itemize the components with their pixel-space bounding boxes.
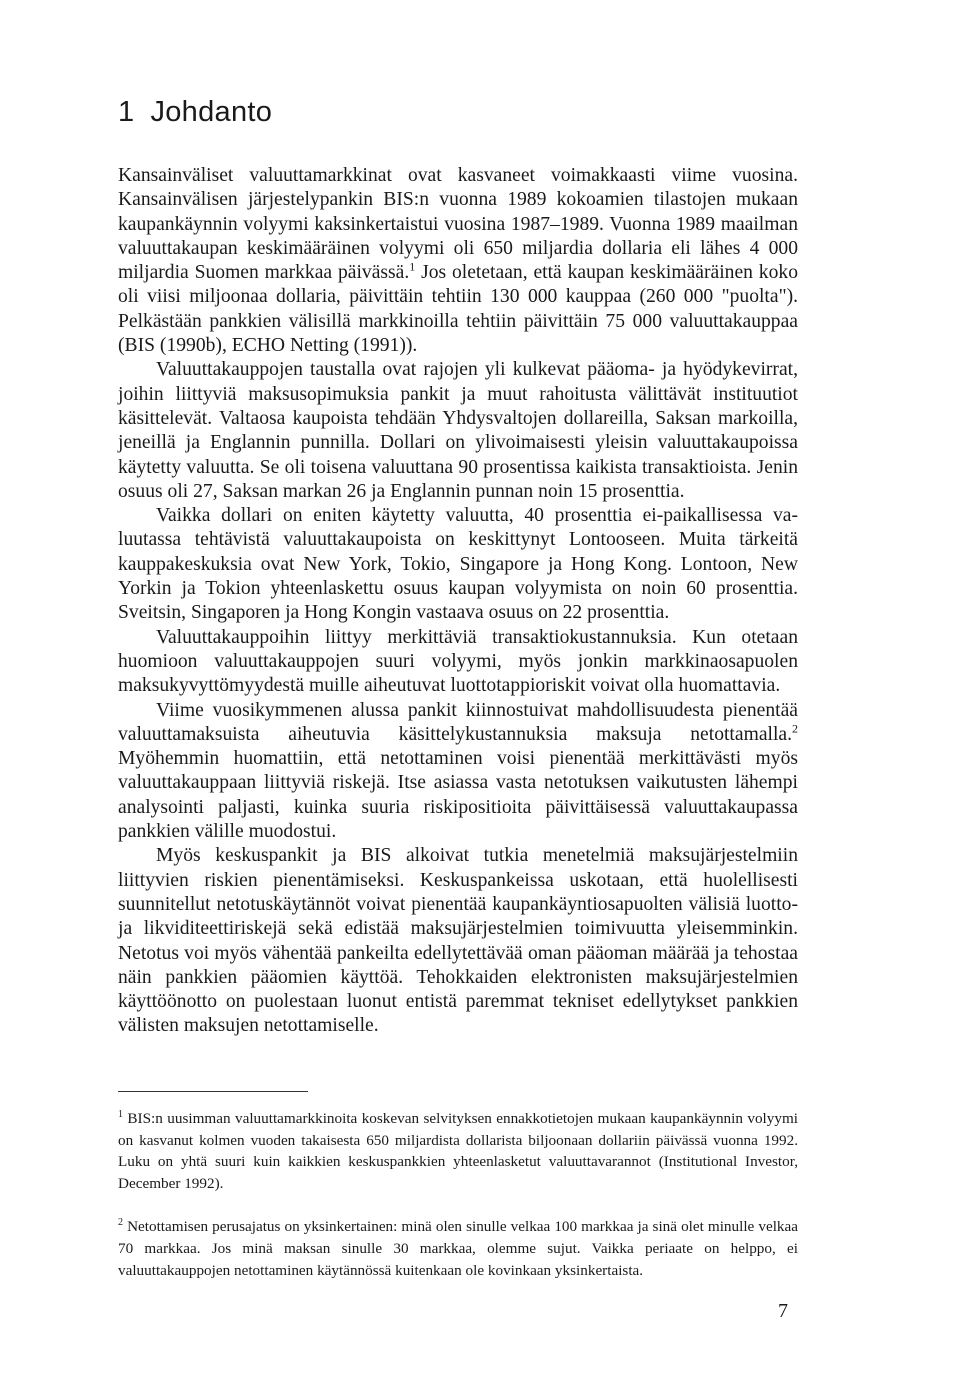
- paragraph-text: Viime vuosikymmenen alussa pankit kiinnostuivat mahdollisuudesta pienentää valuuttamaksuista aiheutuvia käsittelykustannuksia maksuja netottamalla.: [118, 699, 798, 745]
- page-number: 7: [778, 1300, 788, 1322]
- footnote-text: BIS:n uusimman valuuttamarkkinoita koskevan selvityksen ennakkotietojen mukaan kaupankäynnin volyymi on kasvanut kolmen vuoden takaisesta 650 miljardista dollarista biljoonaan dollariin päivässä vuonna 1992. Luku on yhtä suuri kuin kaikkien keskuspankkien yhteenlasketut valuuttavarannot (Institutional Investor, December 1992).: [118, 1110, 798, 1192]
- paragraph-text: Myöhemmin huomattiin, että netottaminen voisi pienentää merkittävästi myös valuuttakauppaan liittyviä riskejä. Itse asiassa vasta netotuksen vaikutusten lähempi analysointi paljasti, kuinka suuria riskipositioita päivittäisessä valuuttakaupassa pankkien välille muodostui.: [118, 748, 798, 843]
- chapter-number: 1: [118, 96, 135, 128]
- footnote-reference: 1: [409, 259, 416, 274]
- footnote-text: Netottamisen perusajatus on yksinkertainen: minä olen sinulle velkaa 100 markkaa ja sinä olet minulle velkaa 70 markkaa. Jos minä maksan sinulle 30 markkaa, olemme sujut. Vaikka periaate on helppo, ei valuuttakauppojen netottaminen käytännössä kuitenkaan ole kovinkaan yksinkertaista.: [118, 1218, 798, 1279]
- paragraph-text: Jos oletetaan, että kaupan keskimääräinen koko oli viisi miljoonaa dollaria, päivittäin tehtiin 130 000 kauppaa (260 000 "puolta"). Pelkästään pankkien välisillä markkinoilla tehtiin päivittäin 75 000 valuuttakauppaa (BIS (1990b), ECHO Netting (1991)).: [118, 262, 798, 357]
- paragraph: Valuuttakauppoihin liittyy merkittäviä transaktiokustannuksia. Kun otetaan huomioon valuuttakauppojen suuri volyymi, myös jonkin markkinaosapuolen maksukyvyttömyydestä muille aiheutuvat luottotappioriskit voivat olla huomattavia.: [118, 626, 798, 697]
- paragraph: [118, 164, 798, 358]
- chapter-title: Johdanto: [150, 96, 273, 128]
- paragraph: [118, 699, 798, 845]
- chapter-heading: [118, 96, 272, 129]
- paragraph: Valuuttakauppojen taustalla ovat rajojen yli kulkevat pääoma- ja hyödykevirrat, joihin liittyviä maksusopimuksia pankit ja muut rahoitusta välittävät instituutiot käsittelevät. Valtaosa kaupoista tehdään Yhdysvaltojen dollareilla, Saksan markoilla, jeneillä ja Englannin punnilla. Dollari on ylivoimaisesti yleisin valuuttakaupoissa käytetty valuutta. Se oli toisena valuuttana 90 prosentissa kaikista transaktioista. Jenin osuus oli 27, Saksan markan 26 ja Englannin punnan noin 15 prosenttia.: [118, 359, 798, 502]
- footnote-divider: [118, 1091, 308, 1092]
- footnotes: [118, 1108, 798, 1303]
- paragraph: Vaikka dollari on eniten käytetty valuutta, 40 prosenttia ei-paikallisessa valuutassa tehtävistä valuuttakaupoista on keskittynyt Lontooseen. Muita tärkeitä kauppakeskuksia ovat New York, Tokio, Singapore ja Hong Kong. Lontoon, New Yorkin ja Tokion yhteenlaskettu osuus kaupan volyymista on noin 60 prosenttia. Sveitsin, Singaporen ja Hong Kongin vastaava osuus on 22 prosenttia.: [118, 505, 798, 624]
- footnote-reference: 2: [792, 721, 798, 736]
- body-text: [118, 164, 798, 1039]
- footnote-marker: 1: [118, 1108, 123, 1120]
- footnote-marker: 2: [118, 1217, 123, 1229]
- paragraph: Myös keskuspankit ja BIS alkoivat tutkia menetelmiä maksujärjestelmiin liittyvien riskien pienentämiseksi. Keskuspankeissa uskotaan, että huolellisesti suunnitellut netotuskäytännöt voivat pienentää kaupankäyntiosapuolten välisiä luotto- ja likviditeettiriskejä sekä edistää maksujärjestelmien toimivuutta yleisemminkin. Netotus voi myös vähentää pankeilta edellytettävää oman pääoman määrää ja tehostaa näin pankkien pääomien käyttöä. Tehokkaiden elektronisten maksujärjestelmien käyttöönotto on puolestaan luonut entistä paremmat tekniset edellytykset pankkien välisten maksujen netottamiselle.: [118, 845, 798, 1037]
- paragraph-text: Kansainväliset valuuttamarkkinat ovat kasvaneet voimakkaasti viime vuosina. Kansainvälisen järjestelypankin BIS:n vuonna 1989 kokoamien tilastojen mukaan kaupankäynnin volyymi kaksinkertaistui vuosina 1987–1989. Vuonna 1989 maailman valuuttakaupan keskimääräinen volyymi oli 650 miljardia dollaria eli lähes 4 000 miljardia Suomen markkaa päivässä.: [118, 165, 798, 284]
- footnote: [118, 1108, 798, 1194]
- footnote: [118, 1216, 798, 1281]
